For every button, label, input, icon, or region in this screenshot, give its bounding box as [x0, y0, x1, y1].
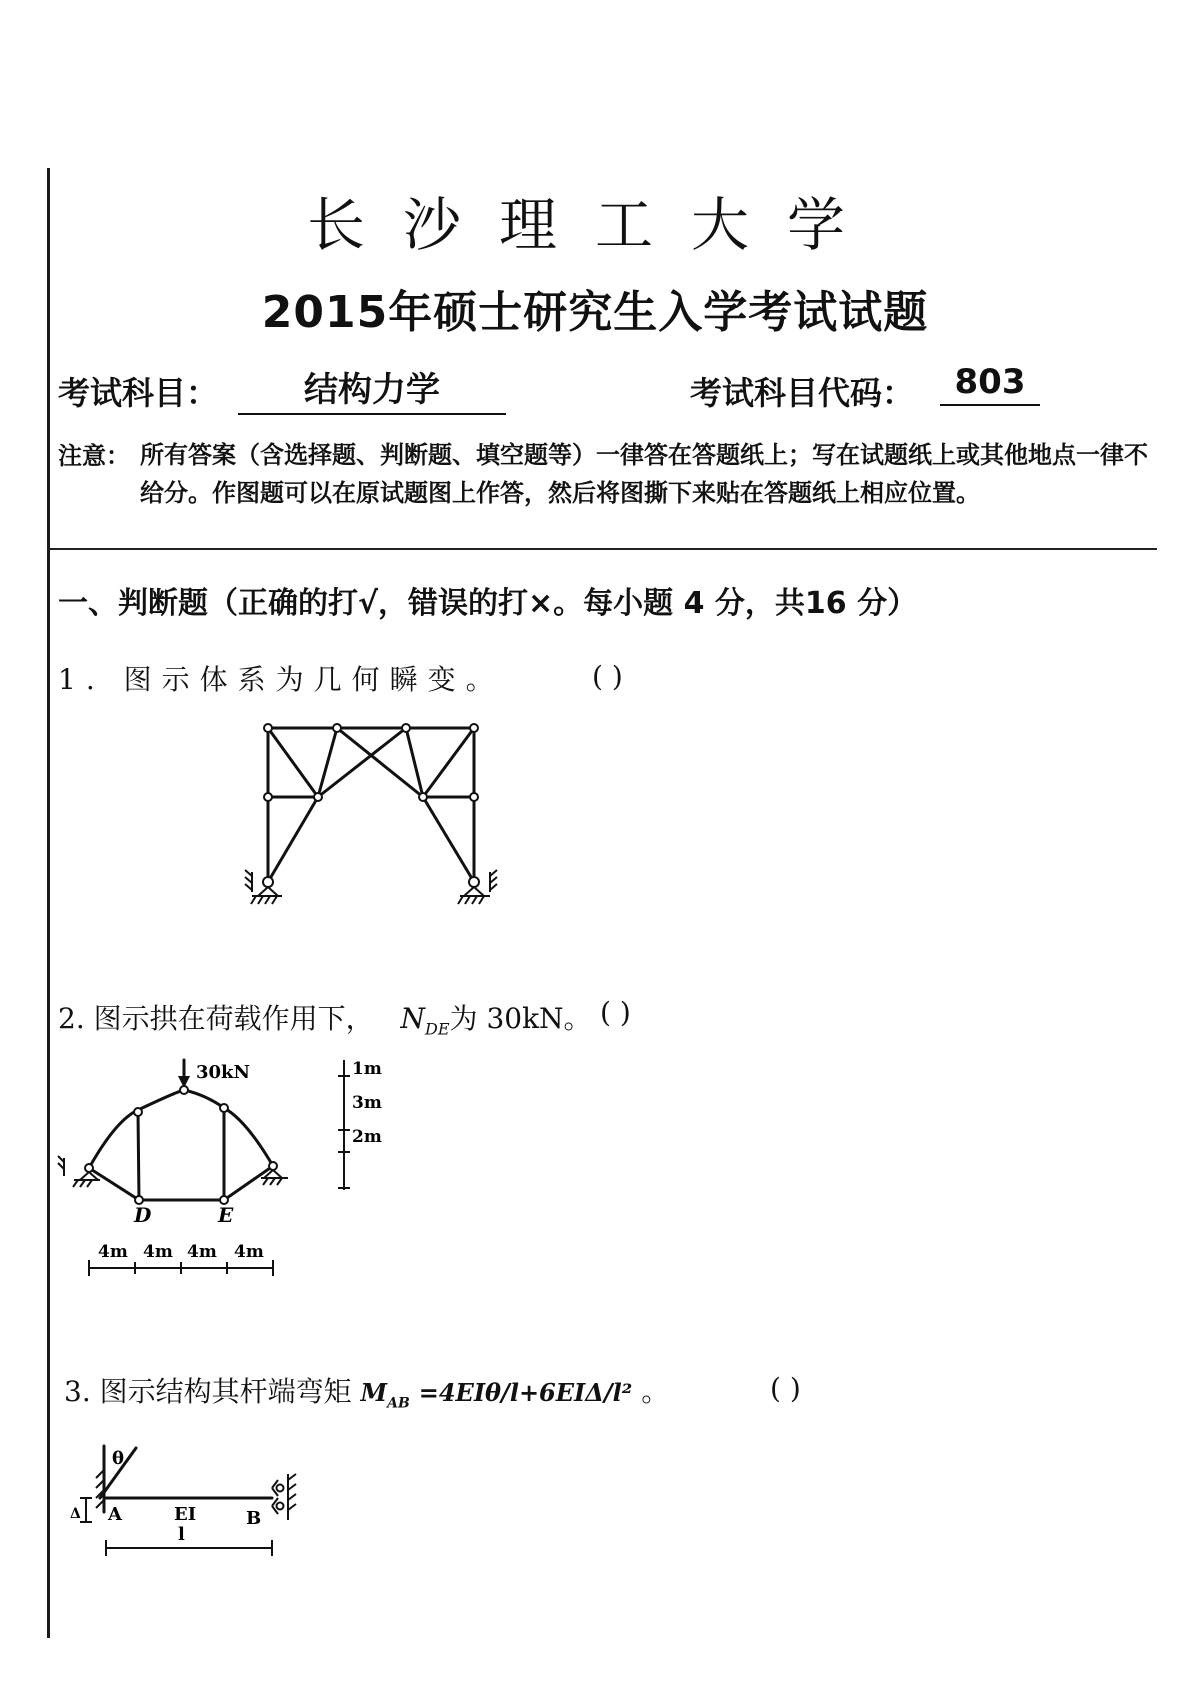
node-a-label: A	[108, 1504, 122, 1525]
load-label: 30kN	[196, 1062, 250, 1083]
moment-subscript: AB	[387, 1395, 410, 1412]
question-1-answer-blank: ( )	[592, 660, 623, 693]
header-divider	[47, 548, 1157, 550]
force-subscript: DE	[425, 1019, 450, 1039]
arch-figure	[56, 1050, 396, 1290]
node-d-label: D	[134, 1203, 152, 1227]
dim-x-2: 4m	[143, 1242, 173, 1262]
code-label: 考试科目代码：	[690, 374, 915, 412]
note-text: 所有答案（含选择题、判断题、填空题等）一律答在答题纸上；写在试题纸上或其他地点一律不给分。作图题可以在原试题图上作答，然后将图撕下来贴在答题纸上相应位置。	[140, 441, 1148, 507]
question-2-tail: 为 30kN。	[449, 1002, 592, 1035]
question-2-answer-blank: ( )	[600, 996, 631, 1029]
theta-label: θ	[112, 1448, 125, 1469]
subject-value: 结构力学	[238, 362, 506, 415]
code-value: 803	[940, 362, 1040, 406]
question-3-lead: 3. 图示结构其杆端弯矩	[64, 1375, 352, 1408]
question-1-text: 1. 图示体系为几何瞬变。	[58, 663, 504, 696]
delta-label: Δ	[70, 1506, 81, 1522]
note-label: 注意：	[58, 442, 130, 470]
question-3-text	[64, 1370, 669, 1412]
dim-y-2: 3m	[352, 1093, 382, 1113]
exam-title: 2015年硕士研究生入学考试试题	[261, 287, 929, 338]
subject-label: 考试科目：	[58, 374, 219, 412]
moment-symbol: M	[360, 1378, 388, 1407]
moment-formula: =4EIθ/l+6EIΔ/l²	[418, 1378, 633, 1407]
left-margin-line	[47, 168, 50, 1638]
dim-x-3: 4m	[187, 1242, 217, 1262]
university-name: 长沙理工大学	[306, 191, 883, 259]
node-e-label: E	[218, 1203, 234, 1227]
ei-label: EI	[174, 1504, 197, 1525]
dim-y-1: 1m	[352, 1059, 382, 1079]
beam-figure	[66, 1440, 326, 1575]
node-b-label: B	[246, 1508, 262, 1529]
length-label: l	[178, 1524, 185, 1545]
dim-x-1: 4m	[98, 1242, 128, 1262]
question-3-answer-blank: ( )	[770, 1372, 801, 1405]
truss-figure	[240, 720, 510, 915]
force-symbol: N	[400, 1002, 426, 1035]
section-title: 一、判断题（正确的打√，错误的打×。每小题 4 分，共16 分）	[58, 586, 918, 621]
question-3-end: 。	[641, 1375, 670, 1408]
dim-x-4: 4m	[234, 1242, 264, 1262]
question-2-lead: 2. 图示拱在荷载作用下，	[58, 1002, 374, 1035]
dim-y-3: 2m	[352, 1127, 382, 1147]
question-2-text	[58, 997, 592, 1039]
